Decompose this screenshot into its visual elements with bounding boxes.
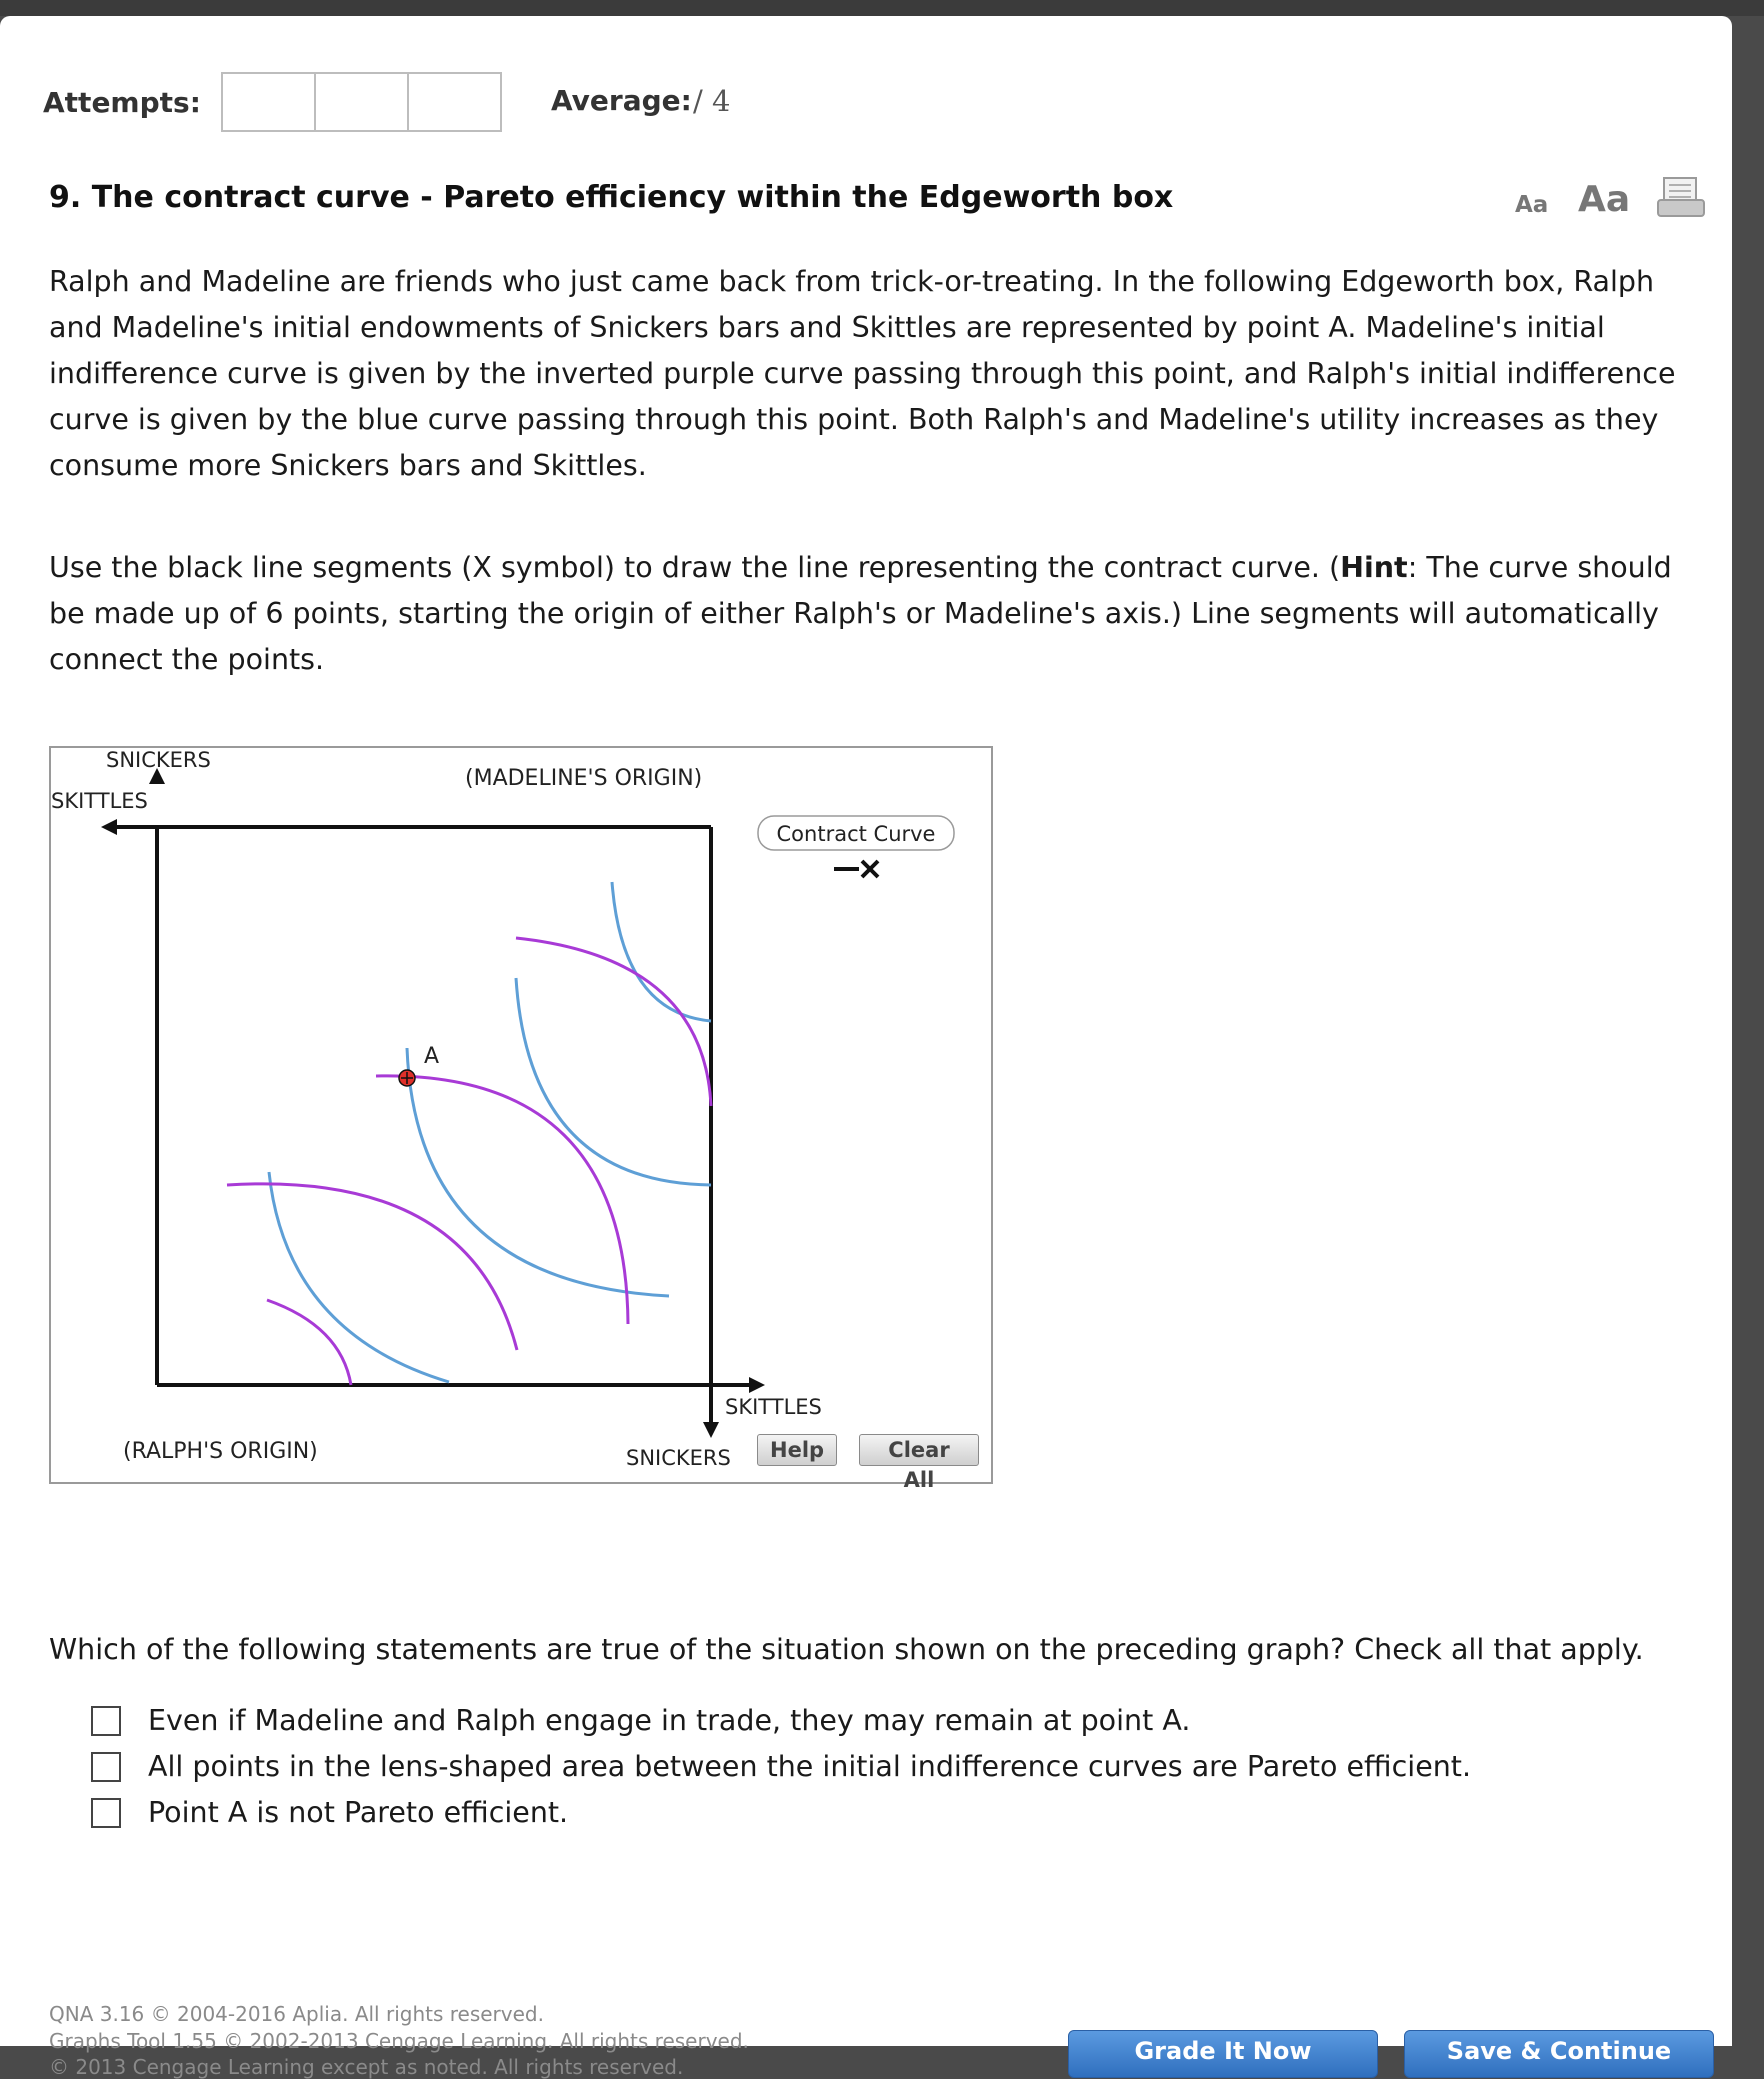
skittles-right-arrowhead	[749, 1377, 765, 1393]
average-value: / 4	[693, 84, 731, 118]
attempt-box	[407, 72, 502, 132]
statement-text: Point A is not Pareto efficient.	[148, 1796, 569, 1829]
ralph-indifference-curve-4	[612, 882, 711, 1021]
attempt-box	[221, 72, 316, 132]
contract-curve-legend-label: Contract Curve	[776, 822, 936, 846]
statements-prompt: Which of the following statements are true of the situation shown on the preceding graph? Check all that apply.	[49, 1633, 1644, 1666]
top-snickers-label: SNICKERS	[106, 748, 211, 772]
average-label: Average:	[551, 84, 692, 117]
madeline-indifference-curve-1	[267, 1300, 351, 1385]
bottom-skittles-label: SKITTLES	[725, 1395, 822, 1419]
statement-checkbox[interactable]	[91, 1798, 121, 1828]
attempt-boxes	[221, 72, 500, 132]
attempt-box	[314, 72, 409, 132]
attempts-label: Attempts:	[43, 85, 201, 119]
help-button[interactable]: Help	[757, 1434, 837, 1466]
statement-option[interactable]	[91, 1750, 1471, 1783]
skittles-left-arrowhead	[101, 819, 117, 835]
instruction-paragraph	[49, 545, 1699, 683]
madeline-indifference-curve-4	[516, 938, 711, 1106]
font-size-increase-button[interactable]: Aa	[1578, 179, 1631, 220]
ralph-indifference-curve-3	[516, 978, 711, 1185]
window-top-bar	[0, 0, 1764, 16]
point-a-marker	[399, 1070, 415, 1086]
question-title: 9. The contract curve - Pareto efficiency within the Edgeworth box	[49, 180, 1174, 215]
instruction-text-after: : The curve should be made up of 6 points, starting the origin of either Ralph's or Madeline's axis.) Line segments will automatically connect the points.	[49, 551, 1672, 676]
edgeworth-graph[interactable]	[49, 746, 993, 1492]
save-and-continue-button[interactable]: Save & Continue	[1404, 2030, 1714, 2078]
statement-text: All points in the lens-shaped area between the initial indifference curves are Pareto efficient.	[148, 1750, 1472, 1783]
top-skittles-label: SKITTLES	[51, 789, 148, 813]
statement-text: Even if Madeline and Ralph engage in trade, they may remain at point A.	[148, 1704, 1191, 1737]
footer-copyright-qna: QNA 3.16 © 2004-2016 Aplia. All rights reserved.	[49, 2002, 544, 2026]
point-a-label: A	[424, 1044, 440, 1069]
ralph-origin-label: (RALPH'S ORIGIN)	[123, 1439, 318, 1464]
bottom-snickers-label: SNICKERS	[626, 1446, 731, 1470]
attempts-row	[43, 63, 500, 141]
statement-checkbox[interactable]	[91, 1706, 121, 1736]
madeline-origin-label: (MADELINE'S ORIGIN)	[465, 766, 703, 791]
hint-label: Hint	[1340, 551, 1408, 584]
footer-copyright-graphs: Graphs Tool 1.55 © 2002-2013 Cengage Learning. All rights reserved.	[49, 2029, 749, 2053]
footer-copyright-cengage: © 2013 Cengage Learning except as noted. All rights reserved.	[49, 2055, 684, 2079]
snickers-down-arrowhead	[703, 1422, 719, 1438]
grade-it-now-button[interactable]: Grade It Now	[1068, 2030, 1378, 2078]
statement-checkbox[interactable]	[91, 1752, 121, 1782]
clear-all-button[interactable]: Clear All	[859, 1434, 979, 1466]
print-icon[interactable]	[1656, 176, 1706, 224]
question-paragraph: Ralph and Madeline are friends who just came back from trick-or-treating. In the following Edgeworth box, Ralph and Madeline's initial endowments of Snickers bars and Skittles are represented by point A. Madeline's initial indifference curve is given by the inverted purple curve passing through this point, and Ralph's initial indifference curve is given by the blue curve passing through this point. Both Ralph's and Madeline's utility increases as they consume more Snickers bars and Skittles.	[49, 265, 1676, 482]
ralph-indifference-curve-1	[269, 1172, 449, 1382]
instruction-text-before: Use the black line segments (X symbol) to draw the line representing the contract curve. (	[49, 551, 1341, 584]
question-panel	[0, 16, 1732, 2079]
madeline-indifference-curve-2	[227, 1184, 517, 1350]
contract-curve-tool-icon[interactable]	[834, 861, 878, 877]
statement-option[interactable]	[91, 1796, 568, 1829]
font-size-decrease-button[interactable]: Aa	[1515, 192, 1549, 218]
statement-option[interactable]	[91, 1704, 1190, 1737]
